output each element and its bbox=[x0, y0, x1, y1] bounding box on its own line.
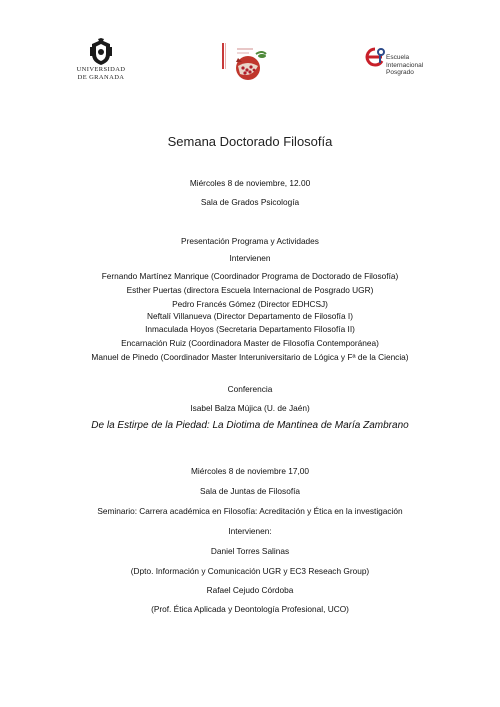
conference-title: De la Estirpe de la Piedad: La Diotima de Mantinea de María Zambrano bbox=[91, 420, 409, 431]
ugr-logo-text-2: DE GRANADA bbox=[77, 73, 125, 81]
speaker-item: Esther Puertas (directora Escuela Internacional de Posgrado UGR) bbox=[126, 285, 374, 295]
session1-speakers-heading: Intervienen bbox=[229, 253, 271, 263]
speaker-item: Manuel de Pinedo (Coordinador Master Interuniversitario de Lógica y Fª de la Ciencia) bbox=[91, 352, 409, 362]
conference-speaker: Isabel Balza Mújica (U. de Jaén) bbox=[190, 403, 310, 413]
session2-datetime: Miércoles 8 de noviembre 17,00 bbox=[190, 466, 310, 476]
speaker-item: Neftalí Villanueva (Director Departamento de Filosofía I) bbox=[147, 311, 353, 321]
speaker1-name: Daniel Torres Salinas bbox=[210, 546, 290, 556]
speaker-item: Encarnación Ruiz (Coordinadora Master de Filosofía Contemporánea) bbox=[121, 338, 379, 348]
session1-place: Sala de Grados Psicología bbox=[200, 197, 300, 207]
page-title: Semana Doctorado Filosofía bbox=[167, 134, 333, 149]
speaker1-affiliation: (Dpto. Información y Comunicación UGR y EC3 Reseach Group) bbox=[130, 566, 370, 576]
pomegranate-icon bbox=[218, 40, 278, 82]
ugr-crest-icon bbox=[88, 38, 114, 66]
escuela-logo-text bbox=[386, 54, 423, 77]
ugr-logo-text-1: UNIVERSIDAD bbox=[76, 66, 126, 73]
doctorate-logo bbox=[218, 40, 278, 82]
speaker-item: Fernando Martínez Manrique (Coordinador Programa de Doctorado de Filosofía) bbox=[101, 271, 399, 281]
session2-place: Sala de Juntas de Filosofía bbox=[199, 486, 301, 496]
speaker2-name: Rafael Cejudo Córdoba bbox=[206, 585, 294, 595]
escuela-logo-icon bbox=[364, 46, 386, 70]
speaker-item: Pedro Francés Gómez (Director EDHCSJ) bbox=[172, 299, 328, 309]
session2-speakers-heading: Intervienen: bbox=[228, 526, 272, 536]
session1-datetime: Miércoles 8 de noviembre, 12.00 bbox=[189, 178, 311, 188]
ugr-logo bbox=[76, 38, 126, 81]
speaker-item: Inmaculada Hoyos (Secretaria Departamento Filosofía II) bbox=[145, 324, 355, 334]
escuela-text-2: Internacional bbox=[386, 61, 424, 69]
escuela-posgrado-logo bbox=[364, 46, 434, 86]
speaker2-affiliation: (Prof. Ética Aplicada y Deontología Profesional, UCO) bbox=[151, 604, 349, 614]
presentation-heading: Presentación Programa y Actividades bbox=[181, 236, 319, 246]
seminar-title: Seminario: Carrera académica en Filosofía: Acreditación y Ética en la investigación bbox=[97, 506, 403, 516]
conference-heading: Conferencia bbox=[227, 384, 273, 394]
escuela-text-1: Escuela bbox=[386, 54, 410, 61]
escuela-text-3: Posgrado bbox=[386, 69, 414, 76]
